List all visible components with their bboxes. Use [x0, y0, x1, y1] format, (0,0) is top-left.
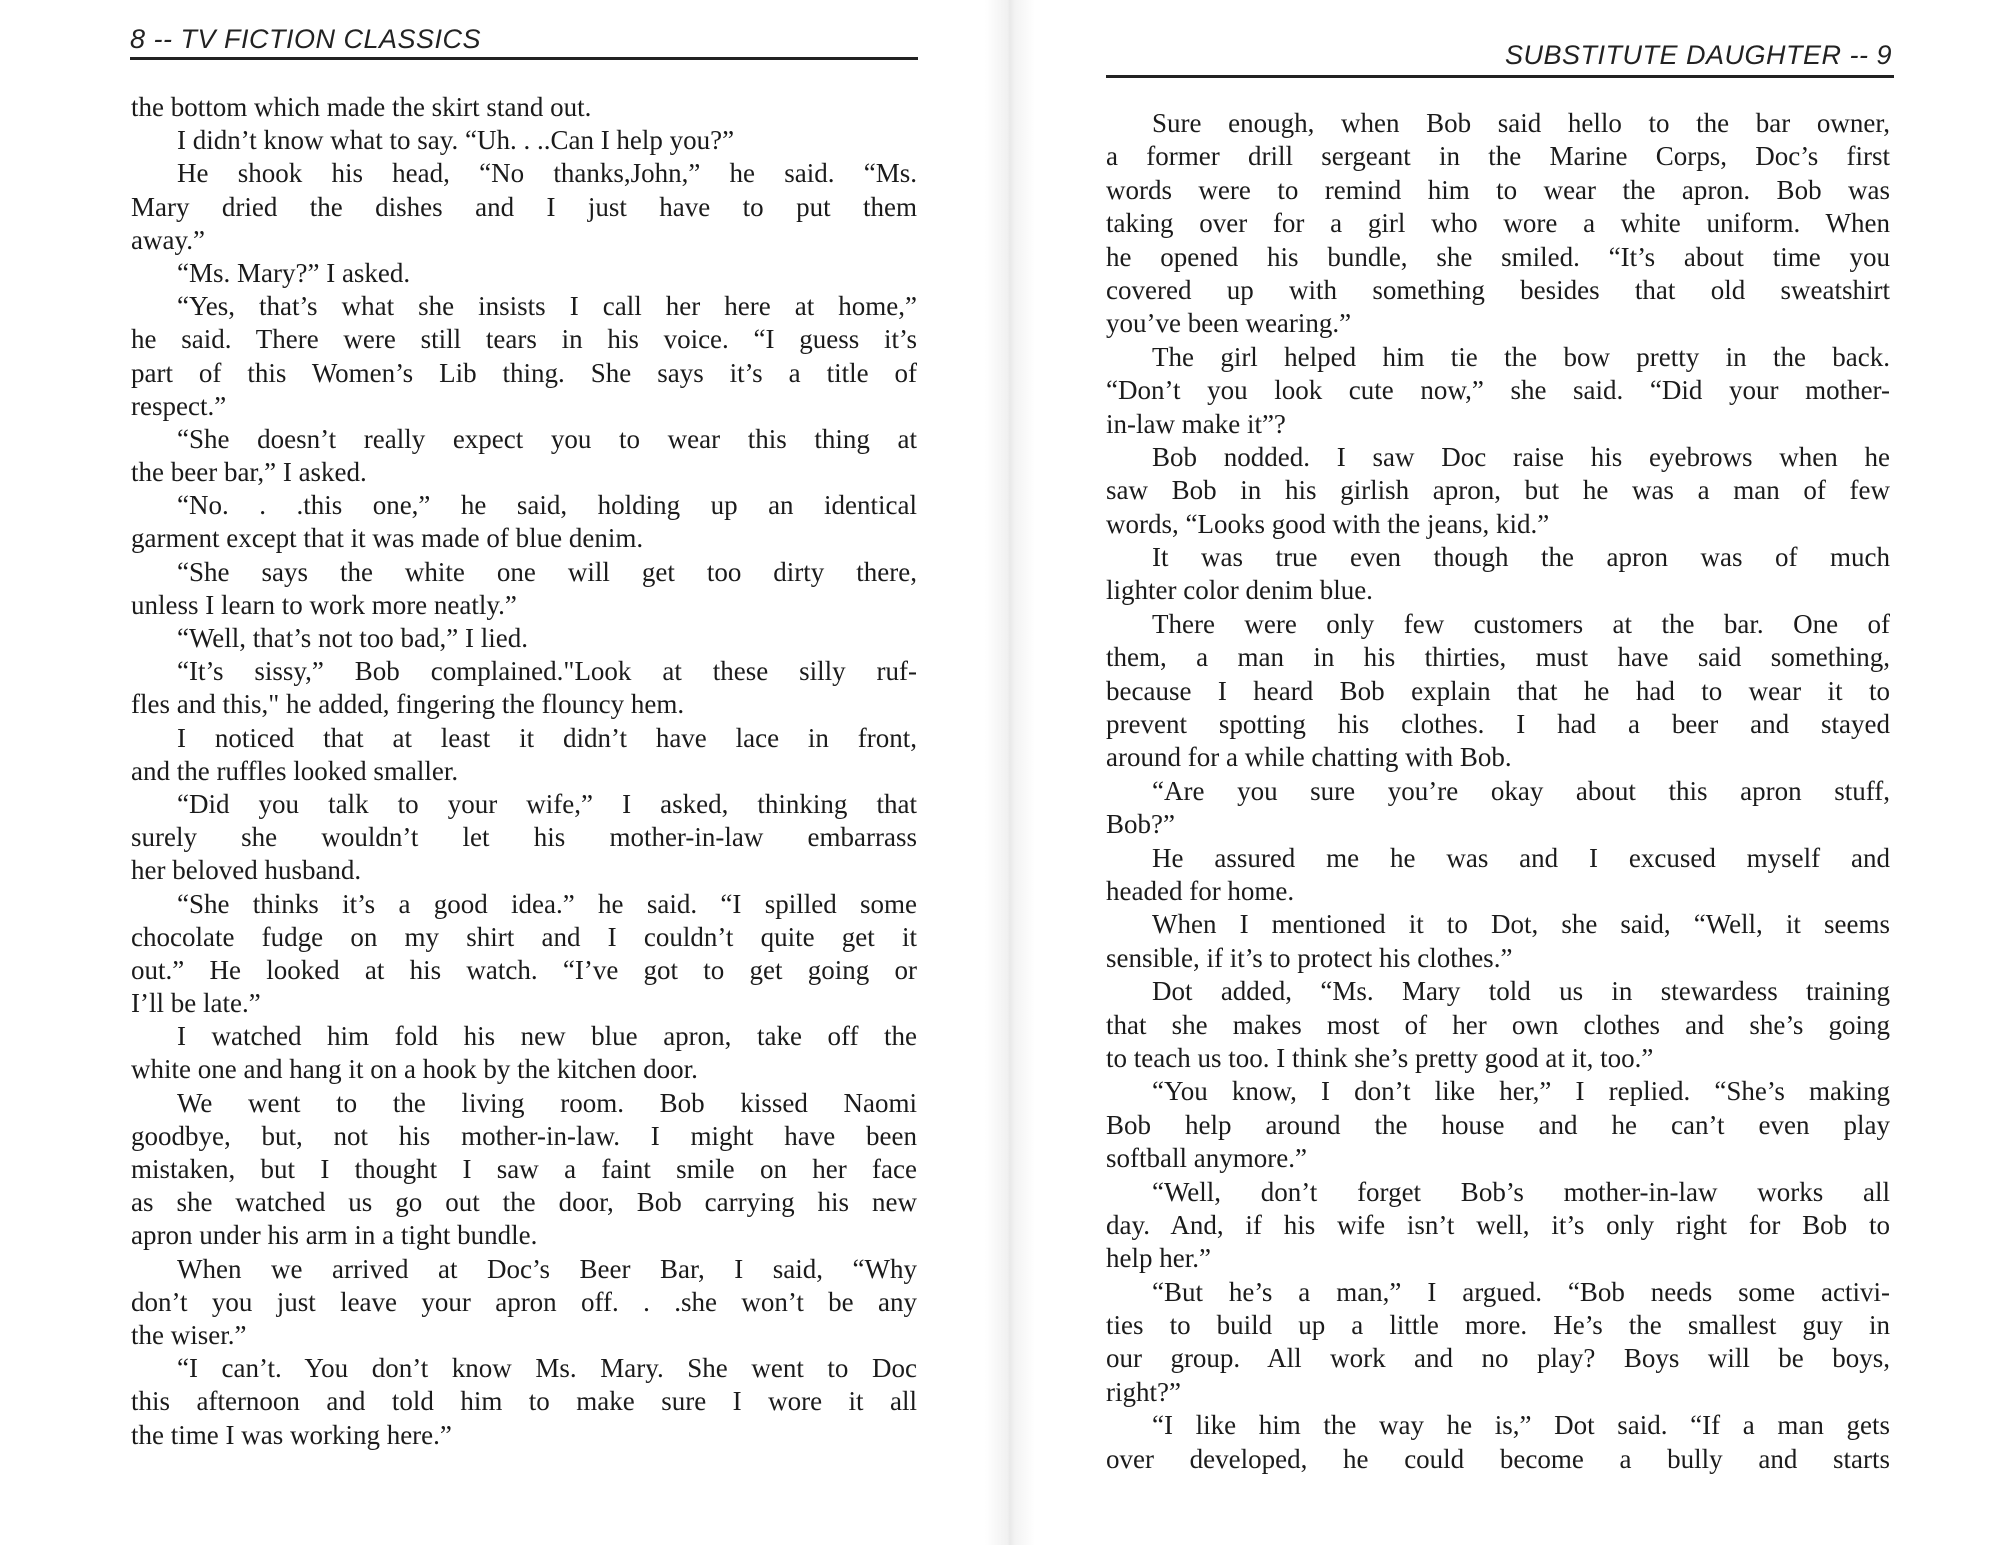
text-line: “Are you sure you’re okay about this apron stuff,: [1152, 775, 1890, 806]
text-line: saw Bob in his girlish apron, but he was a man of few: [1106, 475, 1890, 506]
text-line: words, “Looks good with the jeans, kid.”: [1106, 508, 1550, 539]
text-line: headed for home.: [1106, 875, 1295, 906]
left-header-rule: [130, 57, 918, 60]
text-line: he said. There were still tears in his voice. “I guess it’s: [131, 324, 917, 355]
text-line: “Don’t you look cute now,” she said. “Did your mother-: [1106, 375, 1890, 406]
text-line: our group. All work and no play? Boys will be boys,: [1106, 1343, 1890, 1374]
text-line: “No. . .this one,” he said, holding up an identical: [177, 490, 917, 521]
text-line: prevent spotting his clothes. I had a beer and stayed: [1106, 709, 1890, 740]
text-line: part of this Women’s Lib thing. She says it’s a title of: [131, 357, 917, 388]
right-running-header: SUBSTITUTE DAUGHTER -- 9: [1504, 40, 1892, 70]
text-line: “Did you talk to your wife,” I asked, thinking that: [177, 788, 917, 819]
text-line: day. And, if his wife isn’t well, it’s only right for Bob to: [1106, 1209, 1890, 1240]
text-line: surely she wouldn’t let his mother-in-law embarrass: [131, 822, 917, 853]
text-line: in-law make it”?: [1106, 408, 1286, 439]
text-line: “She thinks it’s a good idea.” he said. “I spilled some: [177, 888, 917, 919]
text-line: I didn’t know what to say. “Uh. . ..Can I help you?”: [177, 125, 735, 156]
text-line: “Well, don’t forget Bob’s mother-in-law works all: [1152, 1176, 1890, 1207]
text-line: mistaken, but I thought I saw a faint smile on her face: [131, 1154, 917, 1184]
right-header-rule: [1106, 75, 1894, 78]
text-line: Bob help around the house and he can’t even play: [1106, 1109, 1890, 1140]
left-running-header: 8 -- TV FICTION CLASSICS: [130, 24, 482, 54]
text-line: as she watched us go out the door, Bob carrying his new: [131, 1187, 917, 1218]
text-line: “But he’s a man,” I argued. “Bob needs some activi-: [1152, 1276, 1890, 1307]
text-line: around for a while chatting with Bob.: [1106, 742, 1512, 773]
text-line: to teach us too. I think she’s pretty good at it, too.”: [1106, 1042, 1654, 1073]
text-line: unless I learn to work more neatly.”: [131, 589, 517, 620]
text-line: “She doesn’t really expect you to wear this thing at: [177, 423, 917, 454]
text-line: respect.”: [131, 390, 227, 421]
text-line: covered up with something besides that old sweatshirt: [1106, 274, 1890, 305]
text-line: apron under his arm in a tight bundle.: [131, 1220, 538, 1251]
text-line: a former drill sergeant in the Marine Corps, Doc’s first: [1106, 141, 1890, 172]
text-line: the beer bar,” I asked.: [131, 457, 367, 488]
text-line: “I can’t. You don’t know Ms. Mary. She went to Doc: [177, 1353, 917, 1384]
text-line: he opened his bundle, she smiled. “It’s about time you: [1106, 241, 1890, 272]
text-line: the bottom which made the skirt stand out.: [131, 92, 592, 122]
text-line: sensible, if it’s to protect his clothes.”: [1106, 942, 1513, 973]
text-line: them, a man in his thirties, must have said something,: [1106, 642, 1890, 673]
text-line: I watched him fold his new blue apron, take off the: [177, 1021, 917, 1052]
text-line: words were to remind him to wear the apron. Bob was: [1106, 174, 1890, 205]
text-line: help her.”: [1106, 1243, 1211, 1274]
text-line: over developed, he could become a bully and starts: [1106, 1443, 1890, 1474]
text-line: “It’s sissy,” Bob complained."Look at these silly ruf-: [177, 656, 917, 687]
text-line: don’t you just leave your apron off. . .she won’t be any: [131, 1286, 917, 1317]
text-line: right?”: [1106, 1376, 1181, 1407]
text-line: He shook his head, “No thanks,John,” he said. “Ms.: [177, 158, 917, 189]
text-line: “You know, I don’t like her,” I replied. “She’s making: [1152, 1076, 1890, 1107]
book-gutter: [985, 0, 1035, 1545]
text-line: I noticed that at least it didn’t have lace in front,: [177, 722, 917, 753]
text-line: white one and hang it on a hook by the kitchen door.: [131, 1054, 698, 1085]
text-line: When we arrived at Doc’s Beer Bar, I said, “Why: [177, 1253, 917, 1284]
text-line: that she makes most of her own clothes and she’s going: [1106, 1009, 1890, 1040]
text-line: her beloved husband.: [131, 855, 362, 886]
text-line: away.”: [131, 224, 205, 255]
text-line: It was true even though the apron was of much: [1152, 542, 1890, 573]
text-line: the wiser.”: [131, 1319, 247, 1350]
text-line: “I like him the way he is,” Dot said. “If a man gets: [1152, 1410, 1890, 1441]
text-line: “Yes, that’s what she insists I call her here at home,”: [177, 291, 917, 322]
text-line: I’ll be late.”: [131, 988, 261, 1019]
text-line: taking over for a girl who wore a white uniform. When: [1106, 208, 1890, 239]
text-line: “Ms. Mary?” I asked.: [177, 257, 411, 288]
text-line: ties to build up a little more. He’s the smallest guy in: [1106, 1310, 1890, 1341]
text-line: We went to the living room. Bob kissed Naomi: [177, 1087, 917, 1118]
text-line: The girl helped him tie the bow pretty in the back.: [1152, 341, 1890, 372]
text-line: Mary dried the dishes and I just have to put them: [131, 191, 917, 222]
text-line: There were only few customers at the bar. One of: [1152, 608, 1890, 639]
text-line: because I heard Bob explain that he had to wear it to: [1106, 675, 1890, 706]
text-line: He assured me he was and I excused myself and: [1152, 842, 1890, 873]
text-line: and the ruffles looked smaller.: [131, 755, 459, 786]
text-line: When I mentioned it to Dot, she said, “Well, it seems: [1152, 909, 1890, 940]
right-page-body: [1106, 107, 1890, 1476]
text-line: this afternoon and told him to make sure I wore it all: [131, 1386, 917, 1417]
text-line: Dot added, “Ms. Mary told us in stewardess training: [1152, 976, 1890, 1007]
text-line: out.” He looked at his watch. “I’ve got to get going or: [131, 954, 917, 985]
text-line: garment except that it was made of blue denim.: [131, 523, 644, 554]
left-page-body: [131, 91, 917, 1452]
text-line: goodbye, but, not his mother-in-law. I might have been: [131, 1120, 917, 1151]
text-line: fles and this," he added, fingering the flouncy hem.: [131, 689, 685, 720]
text-line: “Well, that’s not too bad,” I lied.: [177, 623, 528, 653]
text-line: lighter color denim blue.: [1106, 575, 1373, 606]
text-line: you’ve been wearing.”: [1106, 308, 1352, 339]
text-line: chocolate fudge on my shirt and I couldn’t quite get it: [131, 921, 917, 952]
text-line: “She says the white one will get too dirty there,: [177, 556, 917, 587]
text-line: softball anymore.”: [1106, 1143, 1307, 1174]
text-line: Bob?”: [1106, 809, 1175, 840]
text-line: Bob nodded. I saw Doc raise his eyebrows when he: [1152, 441, 1890, 472]
text-line: Sure enough, when Bob said hello to the bar owner,: [1152, 108, 1890, 138]
text-line: the time I was working here.”: [131, 1419, 452, 1450]
